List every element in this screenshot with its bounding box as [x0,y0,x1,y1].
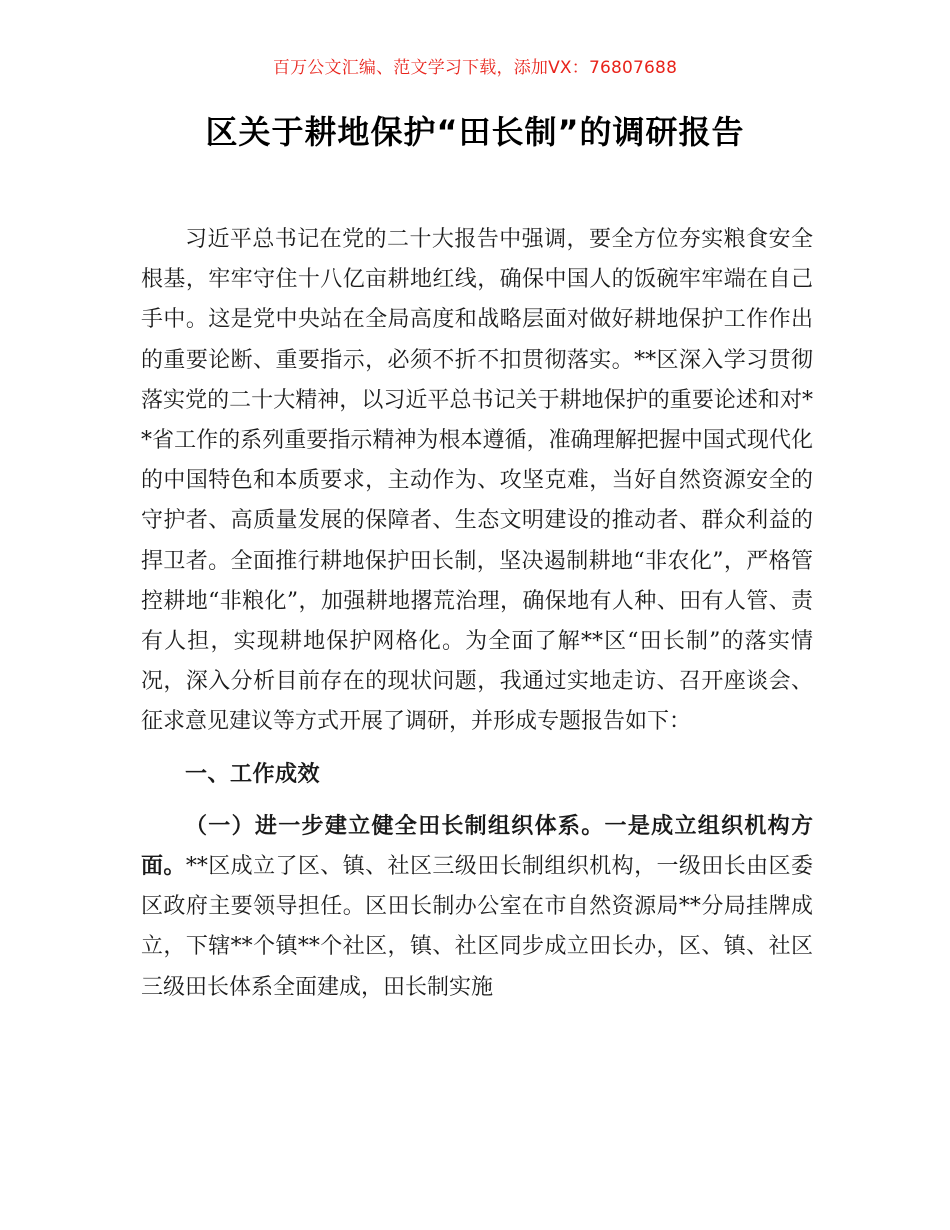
subsection-heading: （一）进一步建立健全田长制组织体系。一是成立组织机构方面。 [141,813,813,880]
section-heading: 一、工作成效 [185,761,321,787]
intro-paragraph: 习近平总书记在党的二十大报告中强调，要全方位夯实粮食安全根基，牢牢守住十八亿亩耕地红线，确保中国人的饭碗牢牢端在自己手中。这是党中央站在全局高度和战略层面对做好耕地保护工作作出的重要论断、重要指示，必须不折不扣贯彻落实。**区深入学习贯彻落实党的二十大精神，以习近平总书记关于耕地保护的重要论述和对**省工作的系列重要指示精神为根本遵循，准确理解把握中国式现代化的中国特色和本质要求，主动作为、攻坚克难，当好自然资源安全的守护者、高质量发展的保障者、生态文明建设的推动者、群众利益的捍卫者。全面推行耕地保护田长制，坚决遏制耕地“非农化”，严格管控耕地“非粮化”，加强耕地撂荒治理，确保地有人种、田有人管、责有人担，实现耕地保护网格化。为全面了解**区“田长制”的落实情况，深入分析目前存在的现状问题，我通过实地走访、召开座谈会、征求意见建议等方式开展了调研，并形成专题报告如下： [141,227,813,735]
document-body [141,220,813,1008]
promo-banner: 百万公文汇编、范文学习下载，添加VX：76807688 [272,58,678,78]
subsection-paragraph [141,807,813,1008]
subsection-text: **区成立了区、镇、社区三级田长制组织机构，一级田长由区委区政府主要领导担任。区田长制办公室在市自然资源局**分局挂牌成立，下辖**个镇**个社区，镇、社区同步成立田长办，区、镇、社区三级田长体系全面建成，田长制实施 [141,854,813,1000]
document-title: 区关于耕地保护“田长制”的调研报告 [205,113,745,151]
